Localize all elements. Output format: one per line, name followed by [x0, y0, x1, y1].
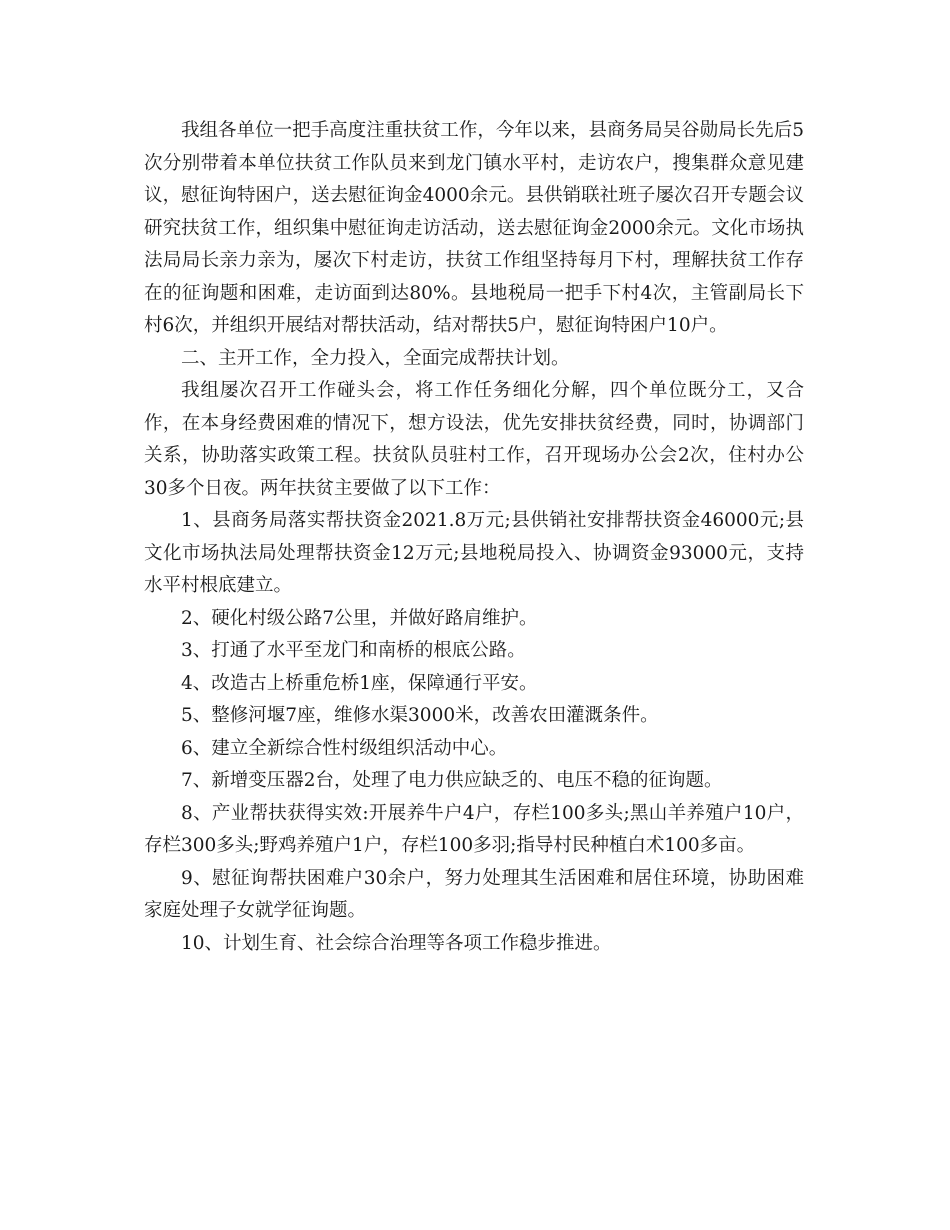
list-item-2-road-hardening: 2、硬化村级公路7公里，并做好路肩维护。: [181, 607, 538, 629]
list-item-1-funding: 1、县商务局落实帮扶资金2021.8万元;县供销社安排帮扶资金46000元;县文化市场执法局处理帮扶资金12万元;县地税局投入、协调资金93000元，支持水平村根底建立。: [144, 510, 804, 596]
paragraph-leaders-attention: 我组各单位一把手高度注重扶贫工作，今年以来，县商务局吴谷勋局长先后5次分别带着本单位扶贫工作队员来到龙门镇水平村，走访农户，搜集群众意见建议，慰征询特困户，送去慰征询金4000余元。县供销联社班子屡次召开专题会议研究扶贫工作，组织集中慰征询走访活动，送去慰征询金2000余元。文化市场执法局局长亲力亲为，屡次下村走访，扶贫工作组坚持每月下村，理解扶贫工作存在的征询题和困难，走访面到达80%。县地税局一把手下村4次，主管副局长下村6次，并组织开展结对帮扶活动，结对帮扶5户，慰征询特困户10户。: [144, 120, 804, 336]
list-item-3-road-connection: 3、打通了水平至龙门和南桥的根底公路。: [181, 640, 526, 661]
list-item-10-governance: 10、计划生育、社会综合治理等各项工作稳步推进。: [181, 932, 612, 954]
list-item-9-poor-households: 9、慰征询帮扶困难户30余户，努力处理其生活困难和居住环境，协助困难家庭处理子女就学征询题。: [144, 867, 804, 921]
list-item-8-industry: 8、产业帮扶获得实效:开展养牛户4户，存栏100多头;黑山羊养殖户10户，存栏300多头;野鸡养殖户1户，存栏100多羽;指导村民种植白术100多亩。: [144, 802, 804, 856]
list-item-5-irrigation: 5、整修河堰7座，维修水渠3000米，改善农田灌溉条件。: [181, 705, 659, 726]
list-item-6-activity-center: 6、建立全新综合性村级组织活动中心。: [181, 737, 508, 759]
section-heading-two: 二、主开工作，全力投入，全面完成帮扶计划。: [181, 347, 570, 369]
list-item-4-bridge: 4、改造古上桥重危桥1座，保障通行平安。: [181, 672, 538, 694]
paragraph-work-arrangement: 我组屡次召开工作碰头会，将工作任务细化分解，四个单位既分工，又合作，在本身经费困难的情况下，想方设法，优先安排扶贫经费，同时，协调部门关系，协助落实政策工程。扶贫队员驻村工作，召开现场办公会2次，住村办公30多个日夜。两年扶贫主要做了以下工作：: [144, 380, 804, 499]
document-body: [144, 115, 804, 960]
list-item-7-transformers: 7、新增变压器2台，处理了电力供应缺乏的、电压不稳的征询题。: [181, 770, 723, 791]
